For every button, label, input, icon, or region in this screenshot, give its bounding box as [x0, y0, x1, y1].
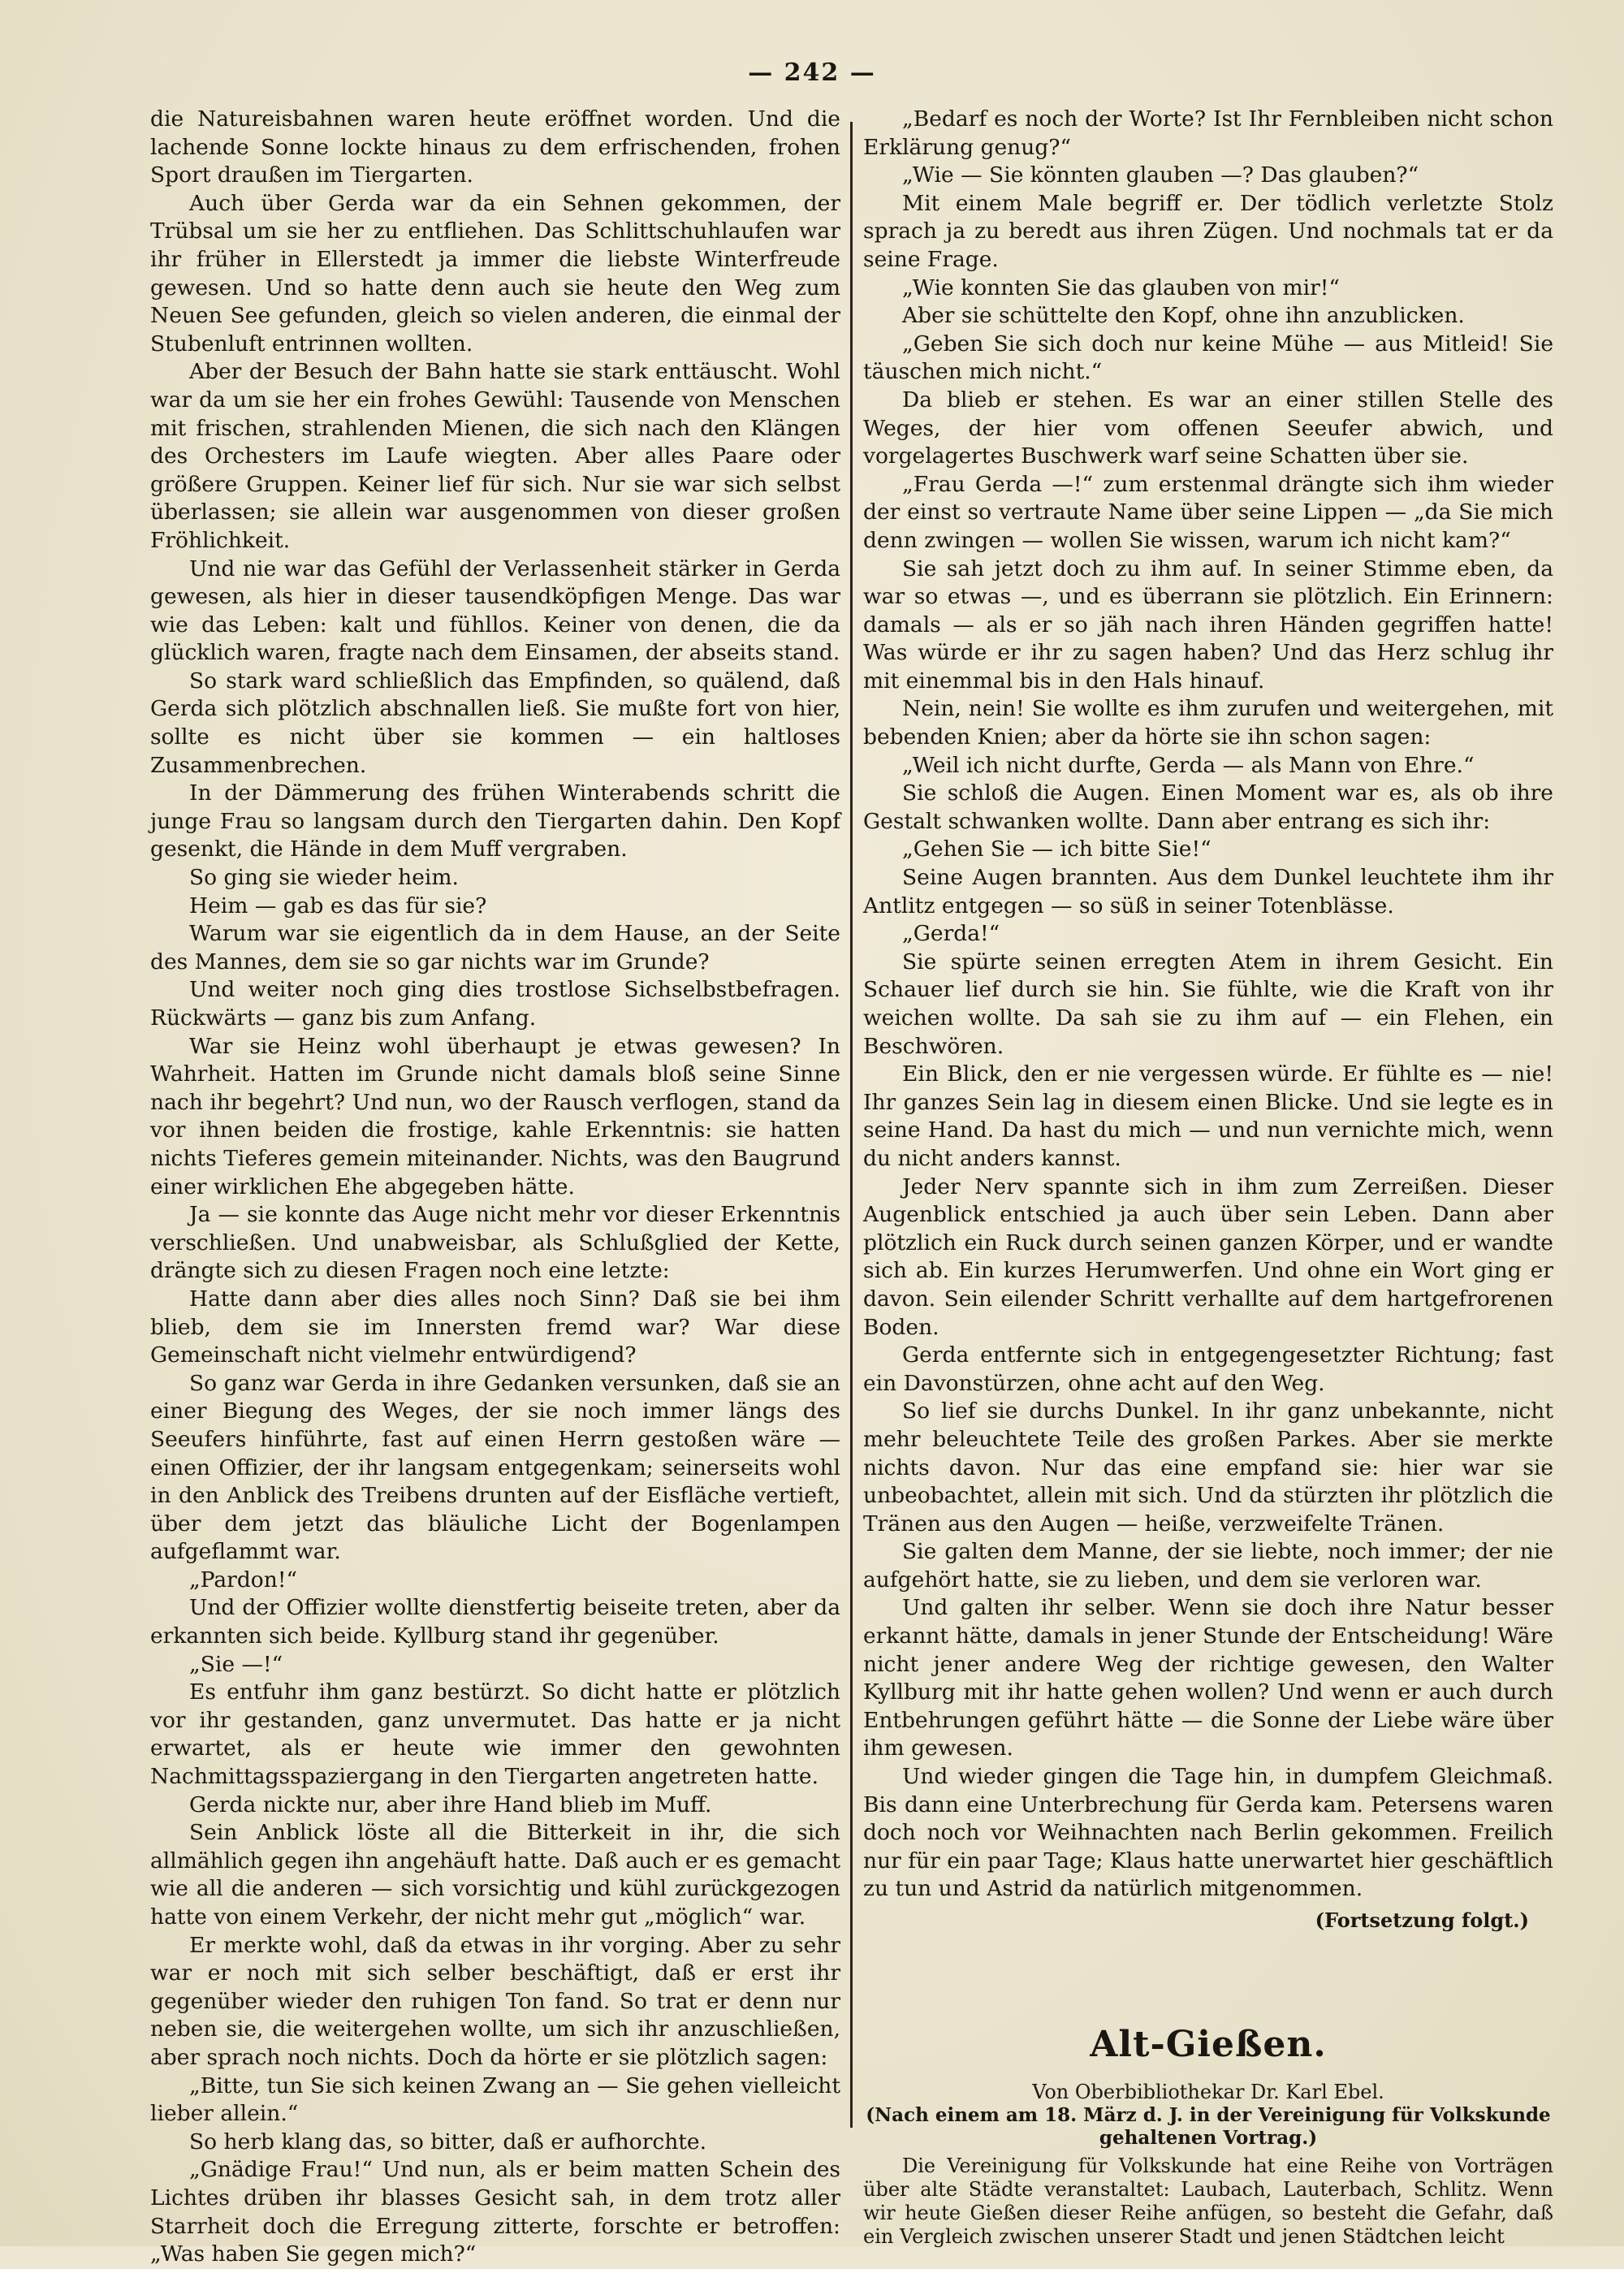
- serial-story-continued: [863, 106, 1553, 1904]
- paragraph: Ja — sie konnte das Auge nicht mehr vor dieser Erkenntnis verschließen. Und unabweisbar, als Schlußglied der Kette, drängte sich zu diesen Fragen noch eine letzte:: [150, 1202, 840, 1284]
- column-divider: [850, 122, 853, 2128]
- right-column: [863, 106, 1553, 2249]
- paragraph: die Natureisbahnen waren heute eröffnet worden. Und die lachende Sonne lockte hinaus zu dem erfrischenden, frohen Sport draußen im Tiergarten.: [150, 106, 840, 188]
- paragraph: Er merkte wohl, daß da etwas in ihr vorging. Aber zu sehr war er noch mit sich selber beschäftigt, daß er erst ihr gegenüber wieder den ruhigen Ton fand. So trat er denn nur neben sie, die weitergehen wollte, um sich ihr anzuschließen, aber sprach noch nichts. Doch da hörte er sie plötzlich sagen:: [150, 1932, 840, 2070]
- paragraph: Nein, nein! Sie wollte es ihm zurufen und weitergehen, mit bebenden Knien; aber da hörte sie ihn schon sagen:: [863, 696, 1553, 750]
- continuation-note: (Fortsetzung folgt.): [1315, 1908, 1529, 1932]
- paragraph: Sie sah jetzt doch zu ihm auf. In seiner Stimme eben, da war so etwas —, und es überrann sie plötzlich. Ein Erinnern: damals — als er so jäh nach ihren Händen gegriffen hatte! Was würde er ihr zu sagen haben? Und das Herz schlug ihr mit einemmal bis in den Hals hinauf.: [863, 555, 1553, 694]
- paragraph: „Bedarf es noch der Worte? Ist Ihr Fernbleiben nicht schon Erklärung genug?“: [863, 106, 1553, 160]
- paragraph: „Gerda!“: [902, 921, 1000, 947]
- paragraph: In der Dämmerung des frühen Winterabends schritt die junge Frau so langsam durch den Tiergarten dahin. Den Kopf gesenkt, die Hände in dem Muff vergraben.: [150, 780, 840, 862]
- paragraph: Sein Anblick löste all die Bitterkeit in ihr, die sich allmählich gegen ihn angehäuft hatte. Daß auch er es gemacht wie all die anderen — sich vorsichtig und kühl zurückgezogen hatte von einem Verkehr, der nicht mehr gut „möglich“ war.: [150, 1820, 840, 1930]
- paragraph: „Wie konnten Sie das glauben von mir!“: [902, 274, 1340, 300]
- paragraph: Jeder Nerv spannte sich in ihm zum Zerreißen. Dieser Augenblick entschied ja auch über sein Leben. Dann aber plötzlich ein Ruck durch seinen ganzen Körper, und er wandte sich ab. Ein kurzes Herumwerfen. Und ohne ein Wort ging er davon. Sein eilender Schritt verhallte auf dem hartgefrorenen Boden.: [863, 1173, 1553, 1340]
- paragraph: Mit einem Male begriff er. Der tödlich verletzte Stolz sprach ja zu beredt aus ihren Zügen. Und nochmals tat er da seine Frage.: [863, 190, 1553, 272]
- paragraph: So ganz war Gerda in ihre Gedanken versunken, daß sie an einer Biegung des Weges, der sie noch immer längs des Seeufers hinführte, fast auf einen Herrn gestoßen wäre — einen Offizier, der ihr langsam entgegenkam; seinerseits wohl in den Anblick des Treibens drunten auf der Eisfläche vertieft, über dem jetzt das bläuliche Licht der Bogenlampen aufgeflammt war.: [150, 1370, 840, 1565]
- left-column: [150, 106, 840, 2269]
- paragraph: Seine Augen brannten. Aus dem Dunkel leuchtete ihm ihr Antlitz entgegen — so süß in seiner Totenblässe.: [863, 865, 1553, 918]
- paragraph: Und der Offizier wollte dienstfertig beiseite treten, aber da erkannten sich beide. Kyllburg stand ihr gegenüber.: [150, 1595, 840, 1649]
- article-note: (Nach einem am 18. März d. J. in der Vereinigung für Volkskunde gehaltenen Vortrag.): [866, 2103, 1551, 2149]
- paragraph: „Sie —!“: [189, 1651, 283, 1677]
- paragraph: Sie spürte seinen erregten Atem in ihrem Gesicht. Ein Schauer lief durch sie hin. Sie fühlte, wie die Kraft von ihr weichen wollte. Da sah sie zu ihm auf — ein Flehen, ein Beschwören.: [863, 949, 1553, 1059]
- paragraph: Und nie war das Gefühl der Verlassenheit stärker in Gerda gewesen, als hier in dieser tausendköpfigen Menge. Das war wie das Leben: kalt und fühllos. Keiner von denen, die da glücklich waren, fragte nach dem Einsamen, der abseits stand.: [150, 555, 840, 666]
- paragraph: Sie galten dem Manne, der sie liebte, noch immer; der nie aufgehört hatte, sie zu lieben, und dem sie verloren war.: [863, 1539, 1553, 1593]
- paragraph: War sie Heinz wohl überhaupt je etwas gewesen? In Wahrheit. Hatten im Grunde nicht damals bloß seine Sinne nach ihr begehrt? Und nun, wo der Rausch verflogen, stand da vor ihnen beiden die frostige, kahle Erkenntnis: sie hatten nichts Tieferes gemein miteinander. Nichts, was den Baugrund einer wirklichen Ehe abgegeben hätte.: [150, 1033, 840, 1199]
- paragraph: Sie schloß die Augen. Einen Moment war es, als ob ihre Gestalt schwanken wollte. Dann aber entrang es sich ihr:: [863, 780, 1553, 834]
- paragraph: „Gehen Sie — ich bitte Sie!“: [902, 836, 1212, 862]
- paragraph: Und galten ihr selber. Wenn sie doch ihre Natur besser erkannt hätte, damals in jener Stunde der Entscheidung! Wäre nicht jener andere Weg der richtige gewesen, den Walter Kyllburg mit ihr hatte gehen wollen? Und wenn er auch durch Entbehrungen geführt hätte — die Sonne der Liebe wäre über ihm gewesen.: [863, 1595, 1553, 1761]
- paragraph: Auch über Gerda war da ein Sehnen gekommen, der Trübsal um sie her zu entfliehen. Das Schlittschuhlaufen war ihr früher in Ellerstedt ja immer die liebste Winterfreude gewesen. Und so hatte denn auch sie heute den Weg zum Neuen See gefunden, gleich so vielen anderen, die einmal der Stubenluft entrinnen wollten.: [150, 190, 840, 357]
- paragraph: Aber der Besuch der Bahn hatte sie stark enttäuscht. Wohl war da um sie her ein frohes Gewühl: Tausende von Menschen mit frischen, strahlenden Mienen, die sich nach den Klängen des Orchesters im Laufe wiegten. Aber alles Paare oder größere Gruppen. Keiner lief für sich. Nur sie war sich selbst überlassen; sie allein war ausgenommen von dieser großen Fröhlichkeit.: [150, 359, 840, 553]
- paragraph: Gerda nickte nur, aber ihre Hand blieb im Muff.: [189, 1791, 712, 1817]
- paragraph: „Gnädige Frau!“ Und nun, als er beim matten Schein des Lichtes drüben ihr blasses Gesicht sah, in dem trotz aller Starrheit doch die Erregung zitterte, forschte er betroffen: „Was haben Sie gegen mich?“: [150, 2157, 840, 2267]
- paragraph: Heim — gab es das für sie?: [189, 892, 487, 918]
- paragraph: Ein Blick, den er nie vergessen würde. Er fühlte es — nie! Ihr ganzes Sein lag in diesem einen Blicke. Und sie legte es in seine Hand. Da hast du mich — und nun vernichte mich, wenn du nicht anders kannst.: [863, 1061, 1553, 1171]
- paragraph: Da blieb er stehen. Es war an einer stillen Stelle des Weges, der hier vom offenen Seeufer abwich, und vorgelagertes Buschwerk warf seine Schatten über sie.: [863, 387, 1553, 469]
- paragraph: So stark ward schließlich das Empfinden, so quälend, daß Gerda sich plötzlich abschnallen ließ. Sie mußte fort von hier, sollte es nicht über sie kommen — ein haltloses Zusammenbrechen.: [150, 668, 840, 778]
- paragraph: „Wie — Sie könnten glauben —? Das glauben?“: [902, 162, 1419, 188]
- paragraph: So lief sie durchs Dunkel. In ihr ganz unbekannte, nicht mehr beleuchtete Teile des großen Parkes. Aber sie merkte nichts davon. Nur das eine empfand sie: hier war sie unbeobachtet, allein mit sich. Und da stürzten ihr plötzlich die Tränen aus den Augen — heiße, verzweifelte Tränen.: [863, 1398, 1553, 1536]
- paragraph: „Frau Gerda —!“ zum erstenmal drängte sich ihm wieder der einst so vertraute Name über seine Lippen — „da Sie mich denn zwingen — wollen Sie wissen, warum ich nicht kam?“: [863, 471, 1553, 553]
- paragraph: Warum war sie eigentlich da in dem Hause, an der Seite des Mannes, dem sie so gar nichts war im Grunde?: [150, 921, 840, 975]
- paragraph: So herb klang das, so bitter, daß er aufhorchte.: [189, 2129, 707, 2154]
- article-byline: Von Oberbibliothekar Dr. Karl Ebel.: [1032, 2080, 1384, 2103]
- paragraph: Und weiter noch ging dies trostlose Sichselbstbefragen. Rückwärts — ganz bis zum Anfang.: [150, 977, 840, 1031]
- paragraph: „Pardon!“: [189, 1567, 298, 1593]
- paragraph: Gerda entfernte sich in entgegengesetzter Richtung; fast ein Davonstürzen, ohne acht auf den Weg.: [863, 1342, 1553, 1396]
- paragraph: „Geben Sie sich doch nur keine Mühe — aus Mitleid! Sie täuschen mich nicht.“: [863, 331, 1553, 385]
- article-title: Alt-Gießen.: [1090, 2023, 1327, 2065]
- paragraph: Hatte dann aber dies alles noch Sinn? Daß sie bei ihm blieb, dem sie im Innersten fremd war? War diese Gemeinschaft nicht vielmehr entwürdigend?: [150, 1286, 840, 1368]
- article-body: Die Vereinigung für Volkskunde hat eine Reihe von Vorträgen über alte Städte veranstaltet: Laubach, Lauterbach, Schlitz. Wenn wir heute Gießen dieser Reihe anfügen, so besteht die Gefahr, daß ein Vergleich zwischen unserer Stadt und jenen Städtchen leicht: [863, 2154, 1553, 2248]
- paragraph: Aber sie schüttelte den Kopf, ohne ihn anzublicken.: [902, 303, 1465, 329]
- paragraph: So ging sie wieder heim.: [189, 865, 459, 891]
- paragraph: „Bitte, tun Sie sich keinen Zwang an — Sie gehen vielleicht lieber allein.“: [150, 2072, 840, 2127]
- page-number: — 242 —: [748, 58, 876, 87]
- paragraph: Und wieder gingen die Tage hin, in dumpfem Gleichmaß. Bis dann eine Unterbrechung für Gerda kam. Petersens waren doch noch vor Weihnachten nach Berlin gekommen. Freilich nur für ein paar Tage; Klaus hatte unerwartet hier geschäftlich zu tun und Astrid da natürlich mitgenommen.: [863, 1764, 1553, 1902]
- paragraph: Es entfuhr ihm ganz bestürzt. So dicht hatte er plötzlich vor ihr gestanden, ganz unvermutet. Das hatte er ja nicht erwartet, als er heute wie immer den gewohnten Nachmittagsspaziergang in den Tiergarten angetreten hatte.: [150, 1679, 840, 1790]
- paragraph: „Weil ich nicht durfte, Gerda — als Mann von Ehre.“: [902, 752, 1475, 778]
